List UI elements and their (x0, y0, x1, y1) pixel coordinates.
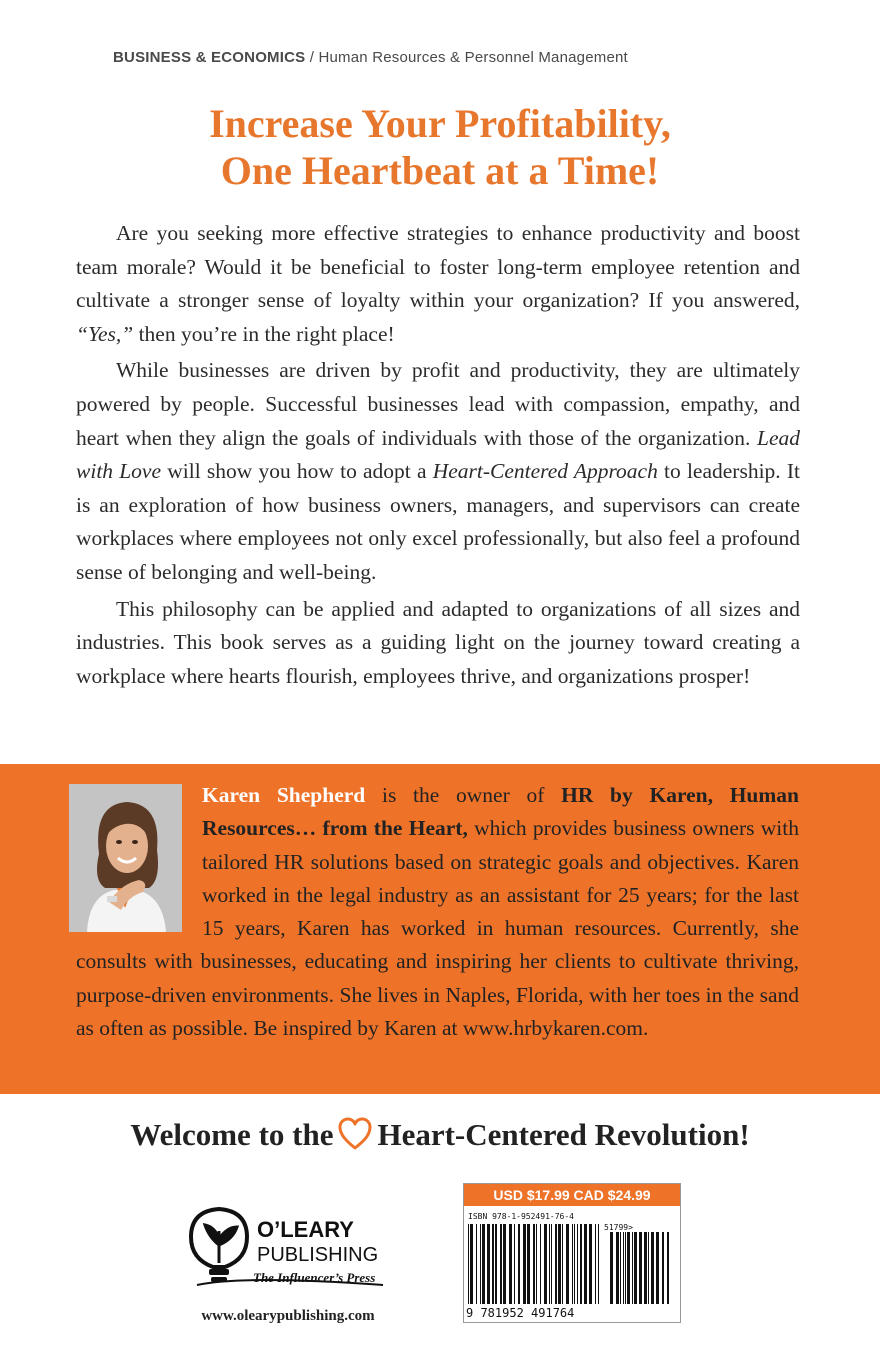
barcode-digits: 9 781952 491764 (466, 1306, 575, 1320)
category-sub: Human Resources & Personnel Management (318, 49, 628, 66)
photo-spacer (76, 779, 202, 939)
barcode-bar (495, 1224, 497, 1304)
barcode-bar (540, 1224, 541, 1304)
barcode-bar (644, 1232, 647, 1304)
publisher-name-2: PUBLISHING (257, 1244, 379, 1266)
barcode-bar (523, 1224, 526, 1304)
barcode-bar (527, 1224, 530, 1304)
barcode-bar (620, 1232, 621, 1304)
p2-text-a: While businesses are driven by profit and productivity, they are ultimately powered by people. Successful businesses lead with compassion, empathy, and heart when they align the goals of individuals with those of the organization. (76, 358, 800, 450)
barcode-bar (468, 1224, 469, 1304)
headline (0, 100, 880, 194)
barcode-bar (625, 1232, 626, 1304)
headline-line-1: Increase Your Profitability, (209, 101, 671, 146)
p2-book-title: Lead with Love (76, 425, 800, 484)
barcode-bar (648, 1232, 649, 1304)
barcode-bar (533, 1224, 535, 1304)
barcode-bar (536, 1224, 537, 1304)
barcode-bar (558, 1224, 561, 1304)
barcode-box (463, 1183, 681, 1323)
barcode-bar (503, 1224, 506, 1304)
barcode-bar (482, 1224, 485, 1304)
barcode-bar (551, 1224, 552, 1304)
addon-barcode-bars (610, 1232, 676, 1304)
barcode-bars (468, 1224, 604, 1304)
barcode-bar (577, 1224, 578, 1304)
barcode-bar (662, 1232, 664, 1304)
publisher-tagline: The Influencer’s Press (253, 1270, 376, 1285)
barcode-bar (487, 1224, 490, 1304)
barcode-bar (509, 1224, 512, 1304)
heart-icon (337, 1116, 373, 1152)
isbn-label: ISBN 978-1-952491-76-4 (468, 1212, 574, 1221)
barcode-bar (632, 1232, 633, 1304)
barcode-bar (580, 1224, 582, 1304)
barcode-bar (518, 1224, 520, 1304)
headline-line-2: One Heartbeat at a Time! (220, 148, 660, 193)
barcode-bar (639, 1232, 642, 1304)
addon-number: 51799> (604, 1223, 633, 1232)
welcome-after: Heart-Centered Revolution! (377, 1117, 750, 1152)
barcode-bar (555, 1224, 557, 1304)
barcode-bar (651, 1232, 654, 1304)
book-description (76, 217, 800, 696)
barcode-bar (480, 1224, 481, 1304)
barcode-bar (627, 1232, 630, 1304)
p2-text-b: will show you how to adopt a (161, 459, 433, 484)
author-bio (76, 779, 799, 1045)
barcode-bar (572, 1224, 573, 1304)
barcode-bar (476, 1224, 477, 1304)
barcode-bar (500, 1224, 502, 1304)
welcome-before: Welcome to the (130, 1117, 334, 1152)
publisher-url: www.olearypublishing.com (201, 1308, 375, 1324)
bio-text-a: is the owner of (365, 783, 562, 807)
description-paragraph-1 (76, 217, 800, 351)
barcode-bar (574, 1224, 575, 1304)
barcode-bar (610, 1232, 613, 1304)
publisher-logo (183, 1205, 393, 1295)
barcode-bar (616, 1232, 619, 1304)
category-separator: / (305, 49, 319, 66)
barcode-bar (492, 1224, 494, 1304)
barcode-bar (562, 1224, 563, 1304)
p1-yes-quote: “Yes,” (76, 321, 134, 346)
description-paragraph-3: This philosophy can be applied and adapted to organizations of all sizes and industries. This book serves as a guiding light on the journey toward creating a workplace where hearts flourish, employees thrive, and organizations prosper! (76, 596, 800, 688)
p1-text-b: then you’re in the right place! (133, 321, 395, 346)
barcode-bar (623, 1232, 624, 1304)
category-line (113, 49, 628, 66)
barcode-bar (549, 1224, 550, 1304)
barcode-bar (566, 1224, 569, 1304)
price-label: USD $17.99 CAD $24.99 (464, 1184, 680, 1206)
barcode-bar (584, 1224, 587, 1304)
author-name: Karen Shepherd (202, 783, 366, 807)
author-company: HR by Karen, Human Resources… from the Heart, (202, 783, 799, 841)
barcode-bar (667, 1232, 669, 1304)
barcode-bar (589, 1224, 592, 1304)
publisher-name-1: O’LEARY (257, 1217, 354, 1242)
category-main: BUSINESS & ECONOMICS (113, 49, 306, 66)
barcode-bar (595, 1224, 596, 1304)
barcode-bar (544, 1224, 547, 1304)
description-paragraph-2 (76, 354, 800, 589)
barcode-bar (470, 1224, 473, 1304)
bio-text-b: which provides business owners with tailored HR solutions based on strategic goals and objectives. Karen worked in the legal industry as an assistant for 25 years; for the last 15 years, Karen has worked in human resources. Currently, she consults with businesses, educating and inspiring her clients to cultivate thriving, purpose-driven environments. She lives in Naples, Florida, with her toes in the sand as often as possible. Be inspired by Karen at www.hrbykaren.com. (76, 816, 799, 1041)
p1-text-a: Are you seeking more effective strategies to enhance productivity and boost team morale? Would it be beneficial to foster long-term employee retention and cultivate a stronger sense of loyalty within your organization? If you answered, (76, 221, 800, 313)
p2-approach: Heart-Centered Approach (432, 459, 658, 484)
barcode-bar (598, 1224, 599, 1304)
p2-text-c: to leadership. It is an exploration of how business owners, managers, and supervisors can create workplaces where employees not only excel professionally, but also feel a profound sense of belonging and well-being. (76, 459, 800, 584)
barcode-bar (656, 1232, 659, 1304)
barcode-bar (634, 1232, 637, 1304)
welcome-line (0, 1116, 880, 1153)
barcode-bar (514, 1224, 515, 1304)
